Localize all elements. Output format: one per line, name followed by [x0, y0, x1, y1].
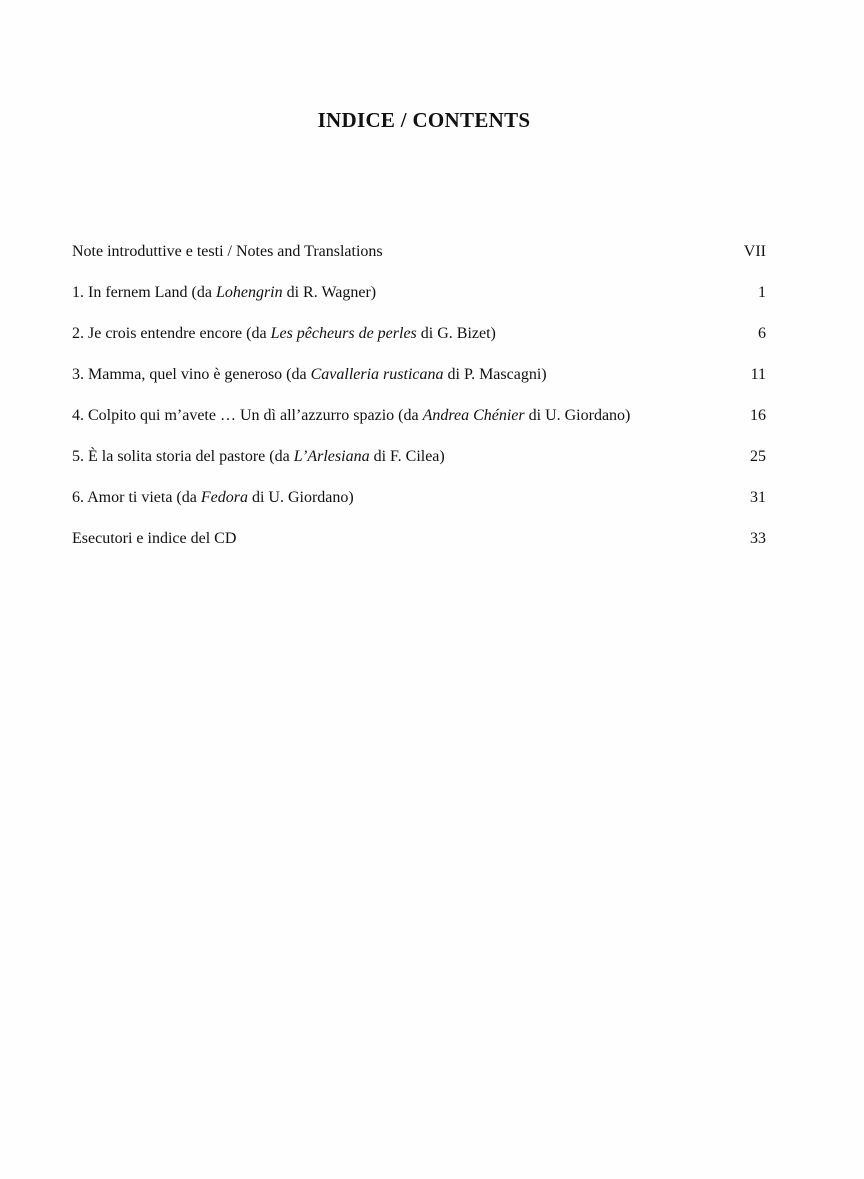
entry-text-part: 2. Je crois entendre encore (da	[72, 325, 271, 342]
toc-entry-4	[72, 404, 766, 445]
entry-opera-title: Andrea Chénier	[422, 407, 525, 424]
entry-text-part: Note introduttive e testi / Notes and Translations	[72, 243, 383, 260]
entry-text-part: Esecutori e indice del CD	[72, 530, 237, 547]
toc-page-number: 1	[758, 284, 766, 301]
entry-text-part: 6. Amor ti vieta (da	[72, 489, 201, 506]
entry-text-part: di U. Giordano)	[247, 489, 354, 506]
entry-text-part: di U. Giordano)	[524, 407, 631, 424]
entry-opera-title: Lohengrin	[215, 284, 283, 301]
entry-text-part: 1. In fernem Land (da	[72, 284, 216, 301]
entry-text-part: 3. Mamma, quel vino è generoso (da	[72, 366, 311, 383]
toc-entry-2	[72, 322, 766, 363]
toc-entry-text	[72, 445, 445, 469]
entry-opera-title: Cavalleria rusticana	[310, 366, 444, 383]
toc-page-number: 6	[758, 325, 766, 342]
entry-text-part: 5. È la solita storia del pastore (da	[72, 448, 294, 465]
toc-entry-3	[72, 363, 766, 404]
toc-entry-6	[72, 486, 766, 527]
entry-text-part: 4. Colpito qui m’avete … Un dì all’azzurro spazio (da	[72, 407, 423, 424]
page-title: INDICE / CONTENTS	[317, 108, 531, 132]
toc-entry-text	[72, 240, 383, 264]
toc-entry-text	[72, 404, 630, 428]
entry-opera-title: L’Arlesiana	[293, 448, 370, 465]
entry-text-part: di F. Cilea)	[369, 448, 445, 465]
toc-page-number: 25	[750, 448, 766, 465]
toc-entry-text	[72, 281, 376, 305]
toc-entry-notes	[72, 240, 766, 281]
toc-entry-text	[72, 486, 354, 510]
entry-text-part: di P. Mascagni)	[443, 366, 547, 383]
toc-page-number: 16	[750, 407, 766, 424]
toc-entry-5	[72, 445, 766, 486]
entry-text-part: di G. Bizet)	[416, 325, 496, 342]
toc-entry-text	[72, 363, 547, 387]
toc-page-number: 31	[750, 489, 766, 506]
entry-opera-title: Fedora	[200, 489, 248, 506]
entry-text-part: di R. Wagner)	[282, 284, 377, 301]
toc-entry-text	[72, 527, 236, 551]
toc-page-number: 11	[750, 366, 766, 383]
table-of-contents	[72, 240, 766, 568]
toc-page-number: 33	[750, 530, 766, 547]
toc-entry-1	[72, 281, 766, 322]
toc-page-number: VII	[743, 243, 766, 260]
toc-entry-text	[72, 322, 496, 346]
toc-entry-performers	[72, 527, 766, 568]
entry-opera-title: Les pêcheurs de perles	[270, 325, 417, 342]
